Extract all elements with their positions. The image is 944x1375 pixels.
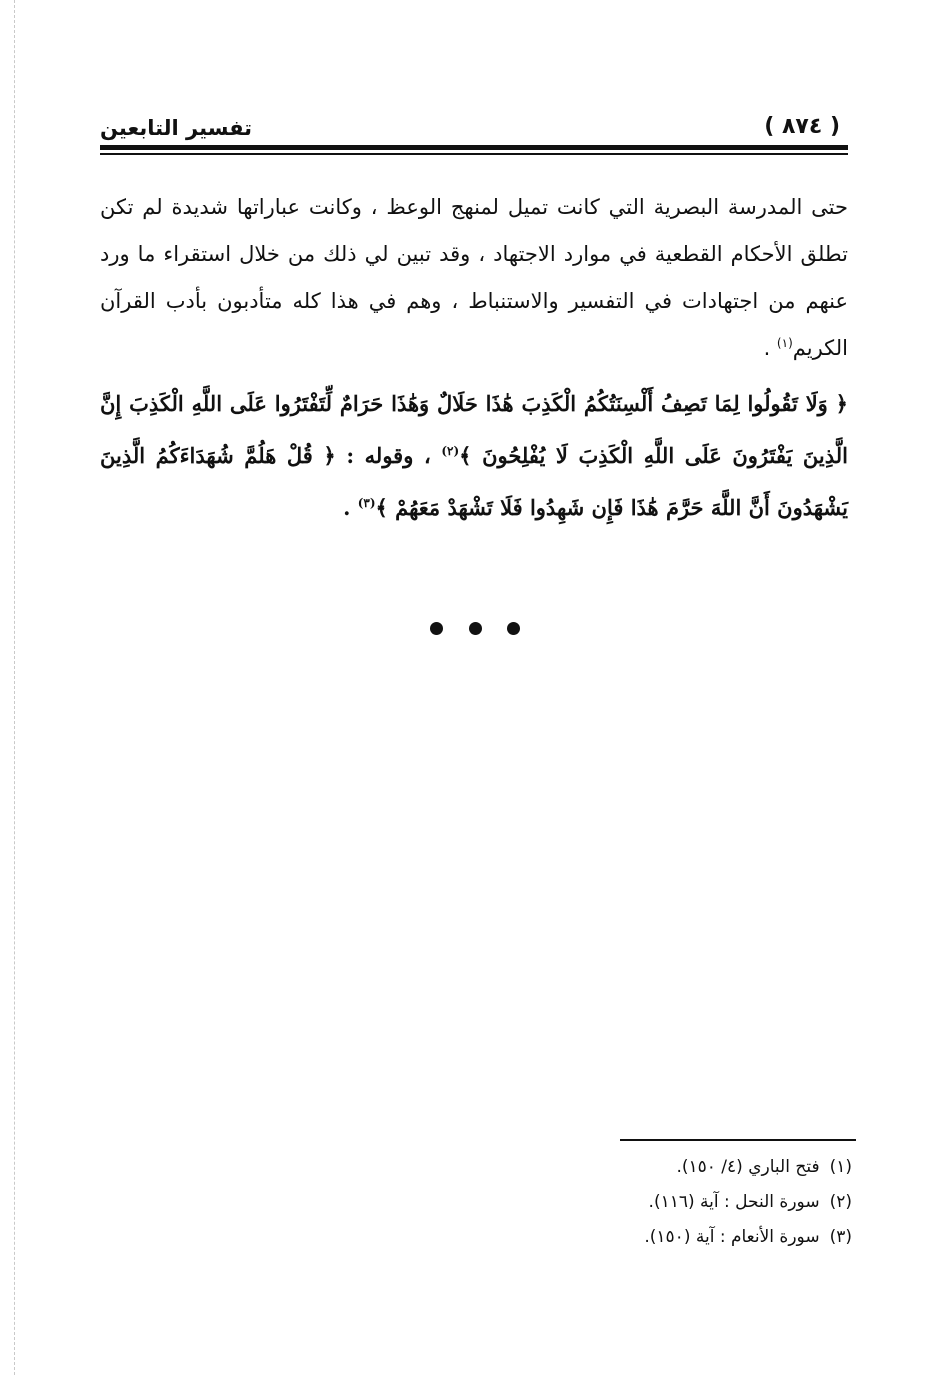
footnote-text: فتح الباري (٤/ ١٥٠). [676,1157,820,1177]
footnote [480,1185,852,1220]
ornament-dot [507,622,520,635]
paragraph [100,184,848,372]
quran-quote-block [100,378,848,534]
paragraph-end: . [763,336,777,360]
quran-verse-2: ﴿ قُلْ هَلُمَّ شُهَدَاءَكُمُ الَّذِينَ يَشْهَدُونَ أَنَّ اللَّهَ حَرَّمَ هَٰذَا فَإِن شَهِدُوا فَلَا تَشْهَدْ مَعَهُمْ ﴾ [100,443,848,520]
footnote [480,1150,852,1185]
footnote-ref-1: (١) [776,336,793,350]
footnote-text: سورة النحل : آية (١١٦). [648,1192,820,1212]
quote-end: . [343,495,358,520]
header-rule-thin [100,153,848,155]
quran-verse-1: ﴿ وَلَا تَقُولُوا لِمَا تَصِفُ أَلْسِنَتُكُمُ الْكَذِبَ هَٰذَا حَلَالٌ وَهَٰذَا حَرَامٌ لِّتَفْتَرُوا عَلَى اللَّهِ الْكَذِبَ إِنَّ الَّذِينَ يَفْتَرُونَ عَلَى اللَّهِ الْكَذِبَ لَا يُفْلِحُونَ ﴾ [100,391,848,468]
footnote [480,1220,852,1255]
page-header [100,112,848,142]
ornament-dot [469,622,482,635]
running-title: تفسير التابعين [100,116,253,140]
footnote-number: (٢) [829,1192,852,1212]
footnotes [480,1150,852,1255]
footnote-ref-2: (٢) [441,444,460,458]
footnote-separator [620,1139,856,1141]
footnote-text: سورة الأنعام : آية (١٥٠). [644,1227,820,1247]
footnote-ref-3: (٣) [357,496,376,510]
section-divider-ornament [430,616,520,640]
paragraph-text: حتى المدرسة البصرية التي كانت تميل لمنهج الوعظ ، وكانت عباراتها شديدة لم تكن تطلق الأحكام القطعية في موارد الاجتهاد ، وقد تبين لي ذلك من خلال استقراء ما ورد عنهم من اجتهادات في التفسير والاستنباط ، وهم في هذا كله متأدبون بأدب القرآن الكريم [100,195,848,360]
footnote-number: (١) [829,1157,852,1177]
header-rule-thick [100,145,848,150]
page-edge-line [14,0,15,1375]
page-number: ( ٨٧٤ ) [764,114,840,139]
ornament-dot [430,622,443,635]
connector-text: ، وقوله : [335,443,442,468]
main-text [100,184,848,534]
footnote-number: (٣) [829,1227,852,1247]
